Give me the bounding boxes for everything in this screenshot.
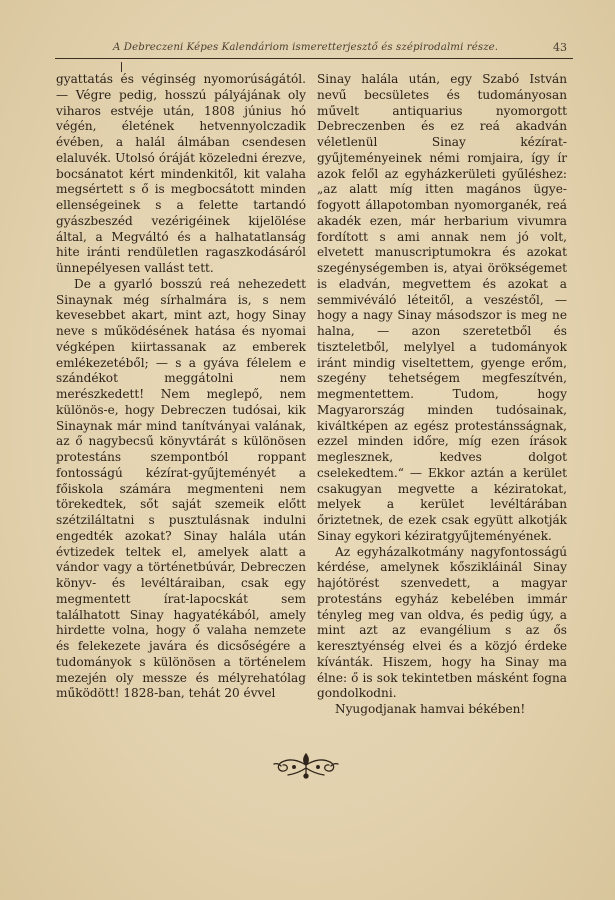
paragraph: Az egyházalkotmány nagyfontosságú kérdése, amelynek kőszikláinál Sinay hajótörést szenvedett, a magyar protestáns egyház kebelében immár tényleg meg van oldva, és pedig úgy, a mint azt az evangélium s az ős keresztyénség elvei és a közjó érdeke kívánták. Hiszem, hogy ha Sinay ma élne: ő is sok tekintetben másként fogna gondolkodni. <box>317 544 567 701</box>
running-title: A Debreczeni Képes Kalendáriom ismeretterjesztő és szépirodalmi része. <box>113 42 499 53</box>
header-tick-mark <box>121 62 122 72</box>
paragraph: gyattatás és véginség nyomorúságától. — Végre pedig, hosszú pályájának oly viharos estvéje után, 1808 június hó végén, életének hetvennyolczadik évében, a halál álmában csendesen elaluvék. Utolsó óráját közeledni érezve, bocsánatot kért mindenkitől, kit valaha megsértett s ő is megbocsátott minden ellenségeinek s a felette tartandó gyászbeszéd vezérigéinek kijelölése által, a Megváltó és a halhatatlanság hite iránti rendületlen ragaszkodásáról ünnepélyesen vallást tett. <box>56 72 306 275</box>
paragraph: De a gyarló bosszú reá nehezedett Sinaynak még sírhalmára is, s nem kevesebbet akart, mint azt, hogy Sinay neve s működésének hatása és nyomai végképen kiirtassanak az emberek emlékezetéből; — s a gyáva félelem e szándékot meggátolni nem merészkedett! Nem meglepő, nem különös-e, hogy Debreczen tudósai, kik Sinaynak már mind tanítványai valának, az ő nagybecsű könyvtárát s különösen protestáns szempontból roppant fontosságú kézírat-gyűjteményét a főiskola számára megmenteni nem törekedtek, sőt saját szemeik előtt szétziláltatni s pusztulásnak indulni engedték azokat? Sinay halála után évtizedek teltek el, amelyek alatt a vándor vagy a történetbúvár, Debreczen könyv- és levéltáraiban, csak egy megmentett írat-lapocskát sem találhatott Sinay hagyatékából, amely hirdette volna, hogy ő valaha nemzete és felekezete javára és dicsőségére a tudományok s különösen a történelem mezején oly messze és mélyrehatólag működött! 1828-ban, tehát 20 évvel <box>56 276 306 701</box>
floral-tailpiece-icon <box>270 750 342 780</box>
paragraph: Nyugodjanak hamvai békében! <box>335 702 526 716</box>
left-column <box>56 72 306 702</box>
page-number: 43 <box>553 41 567 54</box>
running-header <box>55 40 567 58</box>
paragraph: Sinay halála után, egy Szabó István nevű becsületes és tudományosan művelt antiquarius nyomorgott Debreczenben és ez reá akadván véletlenül Sinay kézírat-gyűjteményeinek némi romjaira, így ír azok felől az egyházkerületi gyűléshez: „az alatt míg itten magános ügye-fogyott állapotomban nyomorganék, reá akadék ezen, már herbarium vivumra fordított s ami annak nem jó volt, elvetett manuscriptumokra és azokat szegénységemben is, atyai örökségemet is eladván, megvettem és azokat a semmivéváló léteitől, a veszéstől, — hogy a nagy Sinay másodszor is meg ne halna, — azon szeretetből és tiszteletből, melylyel a tudományok iránt mindig viseltettem, gyenge erőm, szegény tehetségem megfeszítvén, megmentettem. Tudom, hogy Magyarország minden tudósainak, kiváltképen az egész protestánsságnak, ezzel minden időre, míg ezen írások meglesznek, kedves dolgot cselekedtem.“ — Ekkor aztán a kerület csakugyan megvette a kéziratokat, melyek a kerület levéltárában őriztetnek, de ezek csak együtt alkotják Sinay egykori kéziratgyűjteményének. <box>317 72 567 543</box>
right-column <box>317 72 567 718</box>
header-rule <box>55 58 573 59</box>
